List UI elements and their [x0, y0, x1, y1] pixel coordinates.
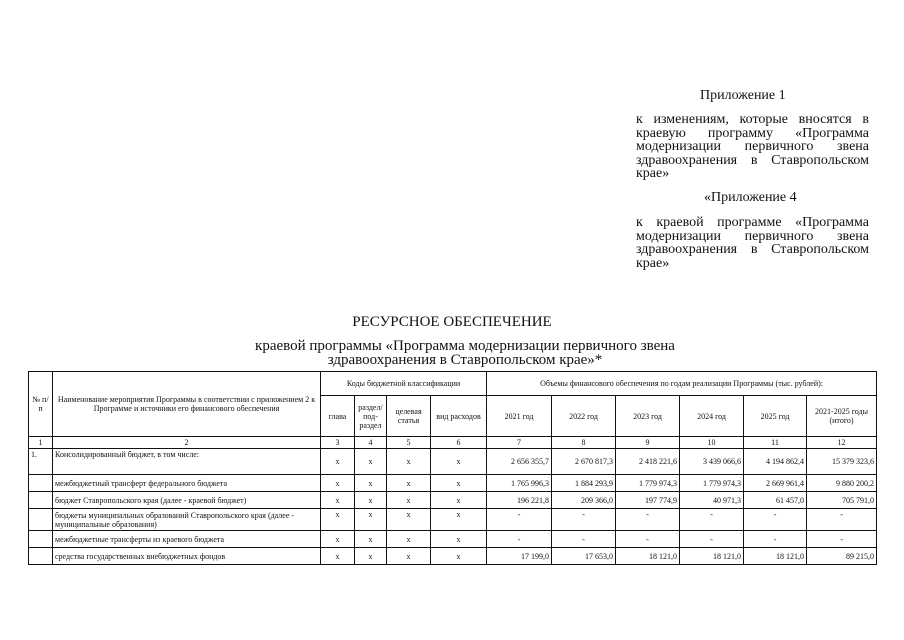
header-2023: 2023 год	[616, 396, 680, 437]
header-volumes: Объемы финансового обеспечения по годам реализации Программы (тыс. рублей):	[487, 372, 877, 396]
col-number: 2	[53, 437, 321, 449]
row-vid: х	[431, 531, 487, 548]
row-num	[29, 475, 53, 492]
col-number: 12	[807, 437, 877, 449]
row-2024: -	[680, 509, 744, 531]
row-name: средства государственных внебюджетных фондов	[53, 548, 321, 565]
row-2023: 1 779 974,3	[616, 475, 680, 492]
row-name: бюджет Ставропольского края (далее - краевой бюджет)	[53, 492, 321, 509]
appendix-text: к изменениям, которые вносятся в краевую программу «Программа модернизации первичного звена здравоохранения в Ставропольском крае»	[636, 112, 869, 181]
row-glava: х	[321, 492, 355, 509]
row-name: бюджеты муниципальных образований Ставропольского края (далее - муниципальные образования)	[53, 509, 321, 531]
header-2022: 2022 год	[552, 396, 616, 437]
table-row	[29, 531, 877, 548]
header-total: 2021-2025 годы (итого)	[807, 396, 877, 437]
row-2023: -	[616, 509, 680, 531]
row-vid: х	[431, 509, 487, 531]
row-2022: 209 366,0	[552, 492, 616, 509]
row-2024: -	[680, 531, 744, 548]
header-codes: Коды бюджетной классификации	[321, 372, 487, 396]
table-row	[29, 449, 877, 475]
row-2021: 17 199,0	[487, 548, 552, 565]
document-title: РЕСУРСНОЕ ОБЕСПЕЧЕНИЕ	[352, 314, 552, 330]
row-2024: 1 779 974,3	[680, 475, 744, 492]
row-name: межбюджетный трансферт федерального бюджета	[53, 475, 321, 492]
header-2025: 2025 год	[744, 396, 807, 437]
row-2023: -	[616, 531, 680, 548]
row-glava: х	[321, 449, 355, 475]
row-2022: -	[552, 531, 616, 548]
row-2022: 2 670 817,3	[552, 449, 616, 475]
col-number: 4	[355, 437, 387, 449]
row-glava: х	[321, 475, 355, 492]
row-name: Консолидированный бюджет, в том числе:	[53, 449, 321, 475]
row-glava: х	[321, 531, 355, 548]
row-vid: х	[431, 475, 487, 492]
table-row	[29, 475, 877, 492]
row-total: 89 215,0	[807, 548, 877, 565]
column-number-row	[29, 437, 877, 449]
header-glava: глава	[321, 396, 355, 437]
col-number: 10	[680, 437, 744, 449]
row-2022: 1 884 293,9	[552, 475, 616, 492]
row-2023: 18 121,0	[616, 548, 680, 565]
row-2025: -	[744, 509, 807, 531]
row-total: 15 379 323,6	[807, 449, 877, 475]
row-target: х	[387, 475, 431, 492]
row-2023: 2 418 221,6	[616, 449, 680, 475]
row-glava: х	[321, 509, 355, 531]
row-2025: 61 457,0	[744, 492, 807, 509]
row-num	[29, 492, 53, 509]
document-subtitle: краевой программы «Программа модернизации первичного звена здравоохранения в Ставропольском крае»*	[255, 338, 675, 368]
row-2025: 2 669 961,4	[744, 475, 807, 492]
row-num	[29, 531, 53, 548]
row-2021: 1 765 996,3	[487, 475, 552, 492]
header-vid: вид расходов	[431, 396, 487, 437]
row-2024: 40 971,3	[680, 492, 744, 509]
row-2021: 2 656 355,7	[487, 449, 552, 475]
row-vid: х	[431, 492, 487, 509]
col-number: 8	[552, 437, 616, 449]
row-2025: -	[744, 531, 807, 548]
row-2022: -	[552, 509, 616, 531]
row-target: х	[387, 509, 431, 531]
table-row	[29, 492, 877, 509]
header-2021: 2021 год	[487, 396, 552, 437]
row-2024: 3 439 066,6	[680, 449, 744, 475]
appendix-text-2: к краевой программе «Программа модернизации первичного звена здравоохранения в Ставропольском крае»	[636, 215, 869, 271]
header-razdel: раздел/ под-раздел	[355, 396, 387, 437]
row-2025: 4 194 862,4	[744, 449, 807, 475]
row-num: 1.	[29, 449, 53, 475]
col-number: 3	[321, 437, 355, 449]
resource-table	[28, 371, 877, 565]
row-2021: -	[487, 531, 552, 548]
row-total: -	[807, 531, 877, 548]
row-2025: 18 121,0	[744, 548, 807, 565]
header-target: целевая статья	[387, 396, 431, 437]
row-razdel: х	[355, 449, 387, 475]
col-number: 11	[744, 437, 807, 449]
row-num	[29, 509, 53, 531]
row-razdel: х	[355, 475, 387, 492]
row-2024: 18 121,0	[680, 548, 744, 565]
table-row	[29, 548, 877, 565]
header-2024: 2024 год	[680, 396, 744, 437]
table-row	[29, 509, 877, 531]
row-vid: х	[431, 548, 487, 565]
row-target: х	[387, 531, 431, 548]
row-razdel: х	[355, 548, 387, 565]
header-row-1	[29, 372, 877, 396]
row-target: х	[387, 449, 431, 475]
header-num: № п/п	[29, 372, 53, 437]
row-2022: 17 653,0	[552, 548, 616, 565]
row-vid: х	[431, 449, 487, 475]
row-razdel: х	[355, 531, 387, 548]
row-target: х	[387, 492, 431, 509]
header-name: Наименование мероприятия Программы в соответствии с приложением 2 к Программе и источники его финансового обеспечения	[53, 372, 321, 437]
row-glava: х	[321, 548, 355, 565]
row-2021: 196 221,8	[487, 492, 552, 509]
col-number: 6	[431, 437, 487, 449]
row-num	[29, 548, 53, 565]
row-2023: 197 774,9	[616, 492, 680, 509]
col-number: 7	[487, 437, 552, 449]
col-number: 1	[29, 437, 53, 449]
row-total: 9 880 200,2	[807, 475, 877, 492]
appendix-title-2: «Приложение 4	[704, 190, 797, 205]
col-number: 9	[616, 437, 680, 449]
row-razdel: х	[355, 492, 387, 509]
row-total: 705 791,0	[807, 492, 877, 509]
row-2021: -	[487, 509, 552, 531]
row-name: межбюджетные трансферты из краевого бюджета	[53, 531, 321, 548]
appendix-title: Приложение 1	[700, 88, 786, 103]
col-number: 5	[387, 437, 431, 449]
row-razdel: х	[355, 509, 387, 531]
row-total: -	[807, 509, 877, 531]
row-target: х	[387, 548, 431, 565]
